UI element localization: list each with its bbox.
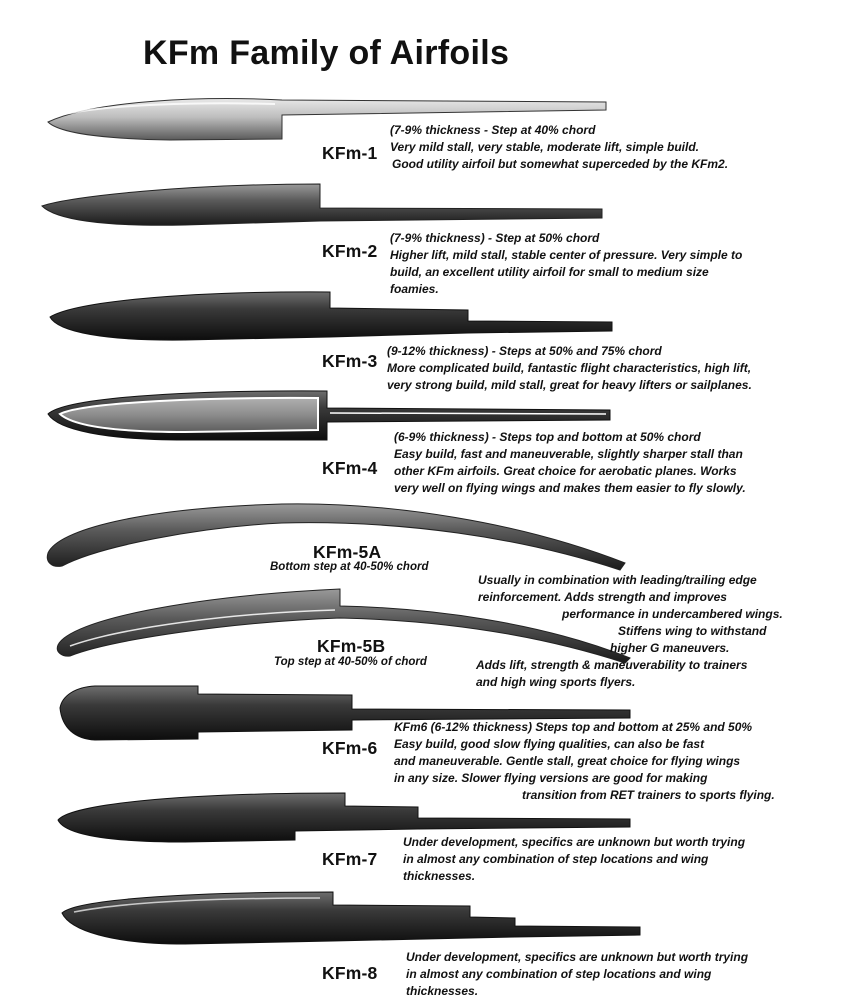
- description-line: (6-9% thickness) - Steps top and bottom at 50% chord: [394, 430, 701, 444]
- description-line: foamies.: [390, 282, 439, 296]
- kfm3-airfoil: [50, 292, 612, 340]
- kfm1-description: [390, 122, 728, 173]
- kfm8-airfoil: [62, 892, 640, 944]
- description-line: KFm6 (6-12% thickness) Steps top and bottom at 25% and 50%: [394, 720, 753, 734]
- description-line: other KFm airfoils. Great choice for aerobatic planes. Works: [394, 464, 737, 478]
- kfm4-label: KFm-4: [322, 458, 378, 478]
- kfm3-description: [387, 343, 752, 394]
- kfm5a-subtitle: Bottom step at 40-50% chord: [270, 561, 429, 573]
- description-line: higher G maneuvers.: [610, 641, 730, 655]
- description-line: Stiffens wing to withstand: [618, 624, 767, 638]
- description-line: (9-12% thickness) - Steps at 50% and 75% chord: [387, 344, 662, 358]
- kfm7-description: [403, 834, 745, 885]
- description-line: (7-9% thickness - Step at 40% chord: [390, 123, 596, 137]
- kfm8-label: KFm-8: [322, 963, 378, 983]
- description-line: Under development, specifics are unknown but worth trying: [403, 835, 746, 849]
- description-line: in any size. Slower flying versions are good for making: [394, 771, 708, 785]
- kfm5-notes-b: [476, 657, 747, 691]
- description-line: More complicated build, fantastic flight characteristics, high lift,: [387, 361, 752, 375]
- kfm4-rod-highlight: [330, 413, 606, 414]
- kfm8-description: [406, 949, 748, 1000]
- kfm5b-label: KFm-5B: [317, 636, 386, 656]
- kfm1-label: KFm-1: [322, 143, 378, 163]
- description-line: build, an excellent utility airfoil for small to medium size: [390, 265, 709, 279]
- kfm6-description: [394, 719, 775, 804]
- description-line: Easy build, good slow flying qualities, can also be fast: [394, 737, 705, 751]
- description-line: in almost any combination of step locations and wing: [403, 852, 709, 866]
- description-line: very strong build, mild stall, great for heavy lifters or sailplanes.: [387, 378, 752, 392]
- description-line: Adds lift, strength & maneuverability to trainers: [476, 658, 748, 672]
- description-line: Very mild stall, very stable, moderate lift, simple build.: [390, 140, 699, 154]
- description-line: and maneuverable. Gentle stall, great choice for flying wings: [394, 754, 741, 768]
- kfm6-label: KFm-6: [322, 738, 378, 758]
- kfm5-notes-a: [478, 572, 783, 657]
- description-line: performance in undercambered wings.: [562, 607, 783, 621]
- description-line: Easy build, fast and maneuverable, slightly sharper stall than: [394, 447, 743, 461]
- kfm3-label: KFm-3: [322, 351, 378, 371]
- kfm7-label: KFm-7: [322, 849, 378, 869]
- description-line: reinforcement. Adds strength and improves: [478, 590, 727, 604]
- kfm2-label: KFm-2: [322, 241, 378, 261]
- description-line: and high wing sports flyers.: [476, 675, 636, 689]
- description-line: very well on flying wings and makes them easier to fly slowly.: [394, 481, 746, 495]
- description-line: Higher lift, mild stall, stable center of pressure. Very simple to: [390, 248, 743, 262]
- page-title: KFm Family of Airfoils: [143, 34, 510, 72]
- description-line: (7-9% thickness) - Step at 50% chord: [390, 231, 600, 245]
- kfm2-description: [390, 230, 742, 298]
- description-line: thicknesses.: [406, 984, 479, 998]
- kfm5a-label: KFm-5A: [313, 542, 382, 562]
- description-line: Under development, specifics are unknown but worth trying: [406, 950, 749, 964]
- kfm5b-subtitle: Top step at 40-50% of chord: [274, 656, 427, 668]
- description-line: Usually in combination with leading/trailing edge: [478, 573, 757, 587]
- description-line: in almost any combination of step locations and wing: [406, 967, 712, 981]
- kfm4-description: [394, 429, 746, 497]
- description-line: thicknesses.: [403, 869, 476, 883]
- description-line: Good utility airfoil but somewhat superceded by the KFm2.: [392, 157, 729, 171]
- kfm2-airfoil: [42, 184, 602, 225]
- description-line: transition from RET trainers to sports flying.: [522, 788, 775, 802]
